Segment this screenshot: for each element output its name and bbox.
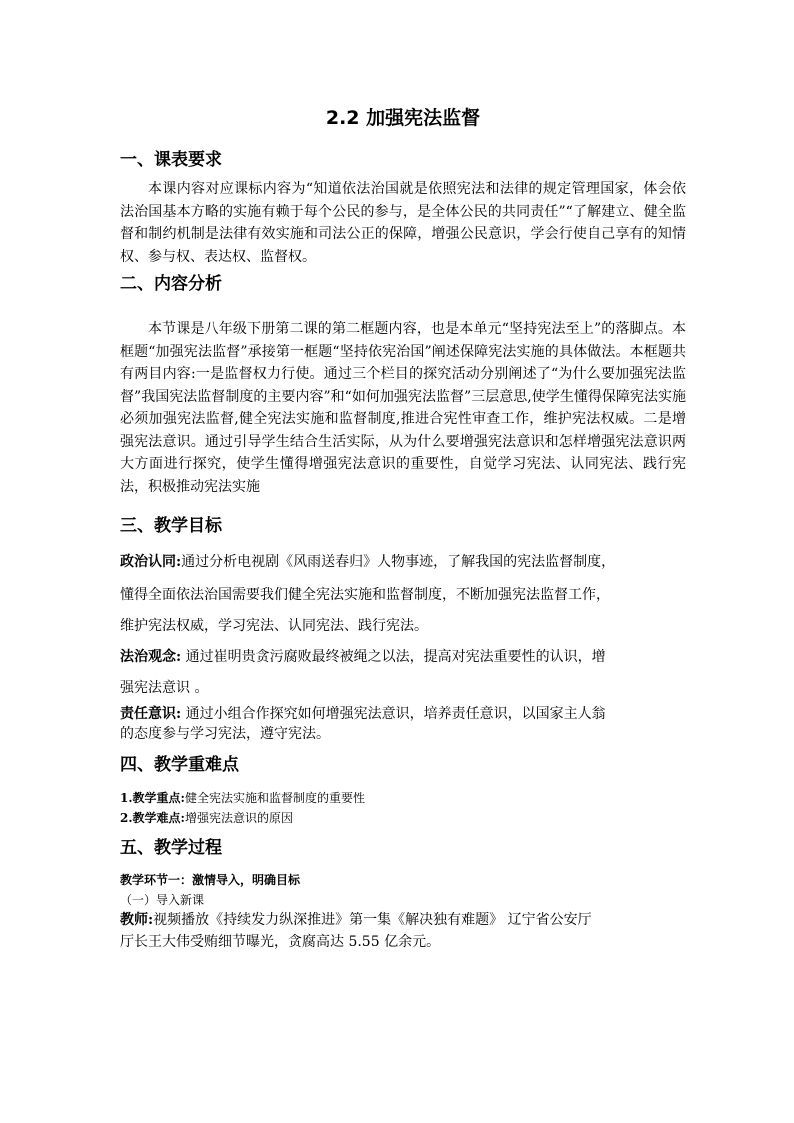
goal-rule-of-law-line1: 法治观念: 通过崔明贵贪污腐败最终被绳之以法，提高对宪法重要性的认识，增 [120, 649, 606, 665]
goal-responsibility-line2: 的态度参与学习宪法，遵守宪法。 [120, 726, 330, 742]
teaching-substep-intro: （一）导入新课 [120, 893, 205, 907]
section-heading-key-difficult-points: 四、教学重难点 [120, 755, 239, 775]
key-point-line: 1.教学重点:健全宪法实施和监督制度的重要性 [120, 791, 365, 805]
difficult-point-line: 2.教学难点:增强宪法意识的原因 [120, 811, 293, 825]
section-heading-teaching-process: 五、教学过程 [120, 838, 222, 858]
goal-political-identity-label: 政治认同: [120, 554, 182, 570]
difficult-point-label: 2.教学难点: [120, 811, 185, 825]
teacher-label: 教师: [120, 912, 154, 928]
teacher-line2: 厅长王大伟受贿细节曝光，贪腐高达 5.55 亿余元。 [120, 934, 441, 950]
teaching-step-1: 教学环节一：激情导入，明确目标 [120, 873, 301, 887]
goal-political-identity-line3: 维护宪法权威，学习宪法、认同宪法、践行宪法。 [120, 618, 428, 634]
goal-responsibility-label: 责任意识: [120, 706, 182, 722]
goal-responsibility-line1: 责任意识: 通过小组合作探究如何增强宪法意识，培养责任意识，以国家主人翁 [120, 706, 606, 722]
goal-political-identity-line2: 懂得全面依法治国需要我们健全宪法实施和监督制度，不断加强宪法监督工作， [120, 587, 610, 603]
teacher-line1: 教师:视频播放《持续发力纵深推进》第一集《解决独有难题》 辽宁省公安厅 [120, 912, 592, 928]
goal-political-identity-line1: 政治认同:通过分析电视剧《风雨送春归》人物事迹，了解我国的宪法监督制度， [120, 554, 616, 570]
section-heading-teaching-goals: 三、教学目标 [120, 516, 222, 536]
requirements-paragraph: 本课内容对应课标内容为“知道依法治国就是依照宪法和法律的规定管理国家，体会依法治国基本方略的实施有赖于每个公民的参与，是全体公民的共同责任”“了解建立、健全监督和制约机制是法律有效实施和司法公正的保障，增强公民意识，学会行使自己享有的知情权、参与权、表达权、监督权。 [120, 181, 686, 265]
goal-rule-of-law-line2: 强宪法意识 。 [120, 680, 209, 696]
section-heading-requirements: 一、课表要求 [120, 150, 222, 170]
section-heading-content-analysis: 二、内容分析 [120, 274, 222, 294]
page-title: 2.2 加强宪法监督 [325, 107, 481, 129]
goal-rule-of-law-label: 法治观念: [120, 649, 182, 665]
content-analysis-paragraph: 本节课是八年级下册第二课的第二框题内容，也是本单元“坚持宪法至上”的落脚点。本框题“加强宪法监督”承接第一框题“坚持依宪治国”阐述保障宪法实施的具体做法。本框题共有两目内容:一是监督权力行使。通过三个栏目的探究活动分别阐述了“为什么要加强宪法监督”我国宪法监督制度的主要内容”和“如何加强宪法监督”三层意思,使学生懂得保障宪法实施必须加强宪法监督,健全宪法实施和监督制度,推进合宪性审查工作，维护宪法权威。二是增强宪法意识。通过引导学生结合生活实际，从为什么要增强宪法意识和怎样增强宪法意识两大方面进行探究，使学生懂得增强宪法意识的重要性，自觉学习宪法、认同宪法、践行宪法，积极推动宪法实施 [120, 321, 686, 495]
key-point-label: 1.教学重点: [120, 791, 185, 805]
